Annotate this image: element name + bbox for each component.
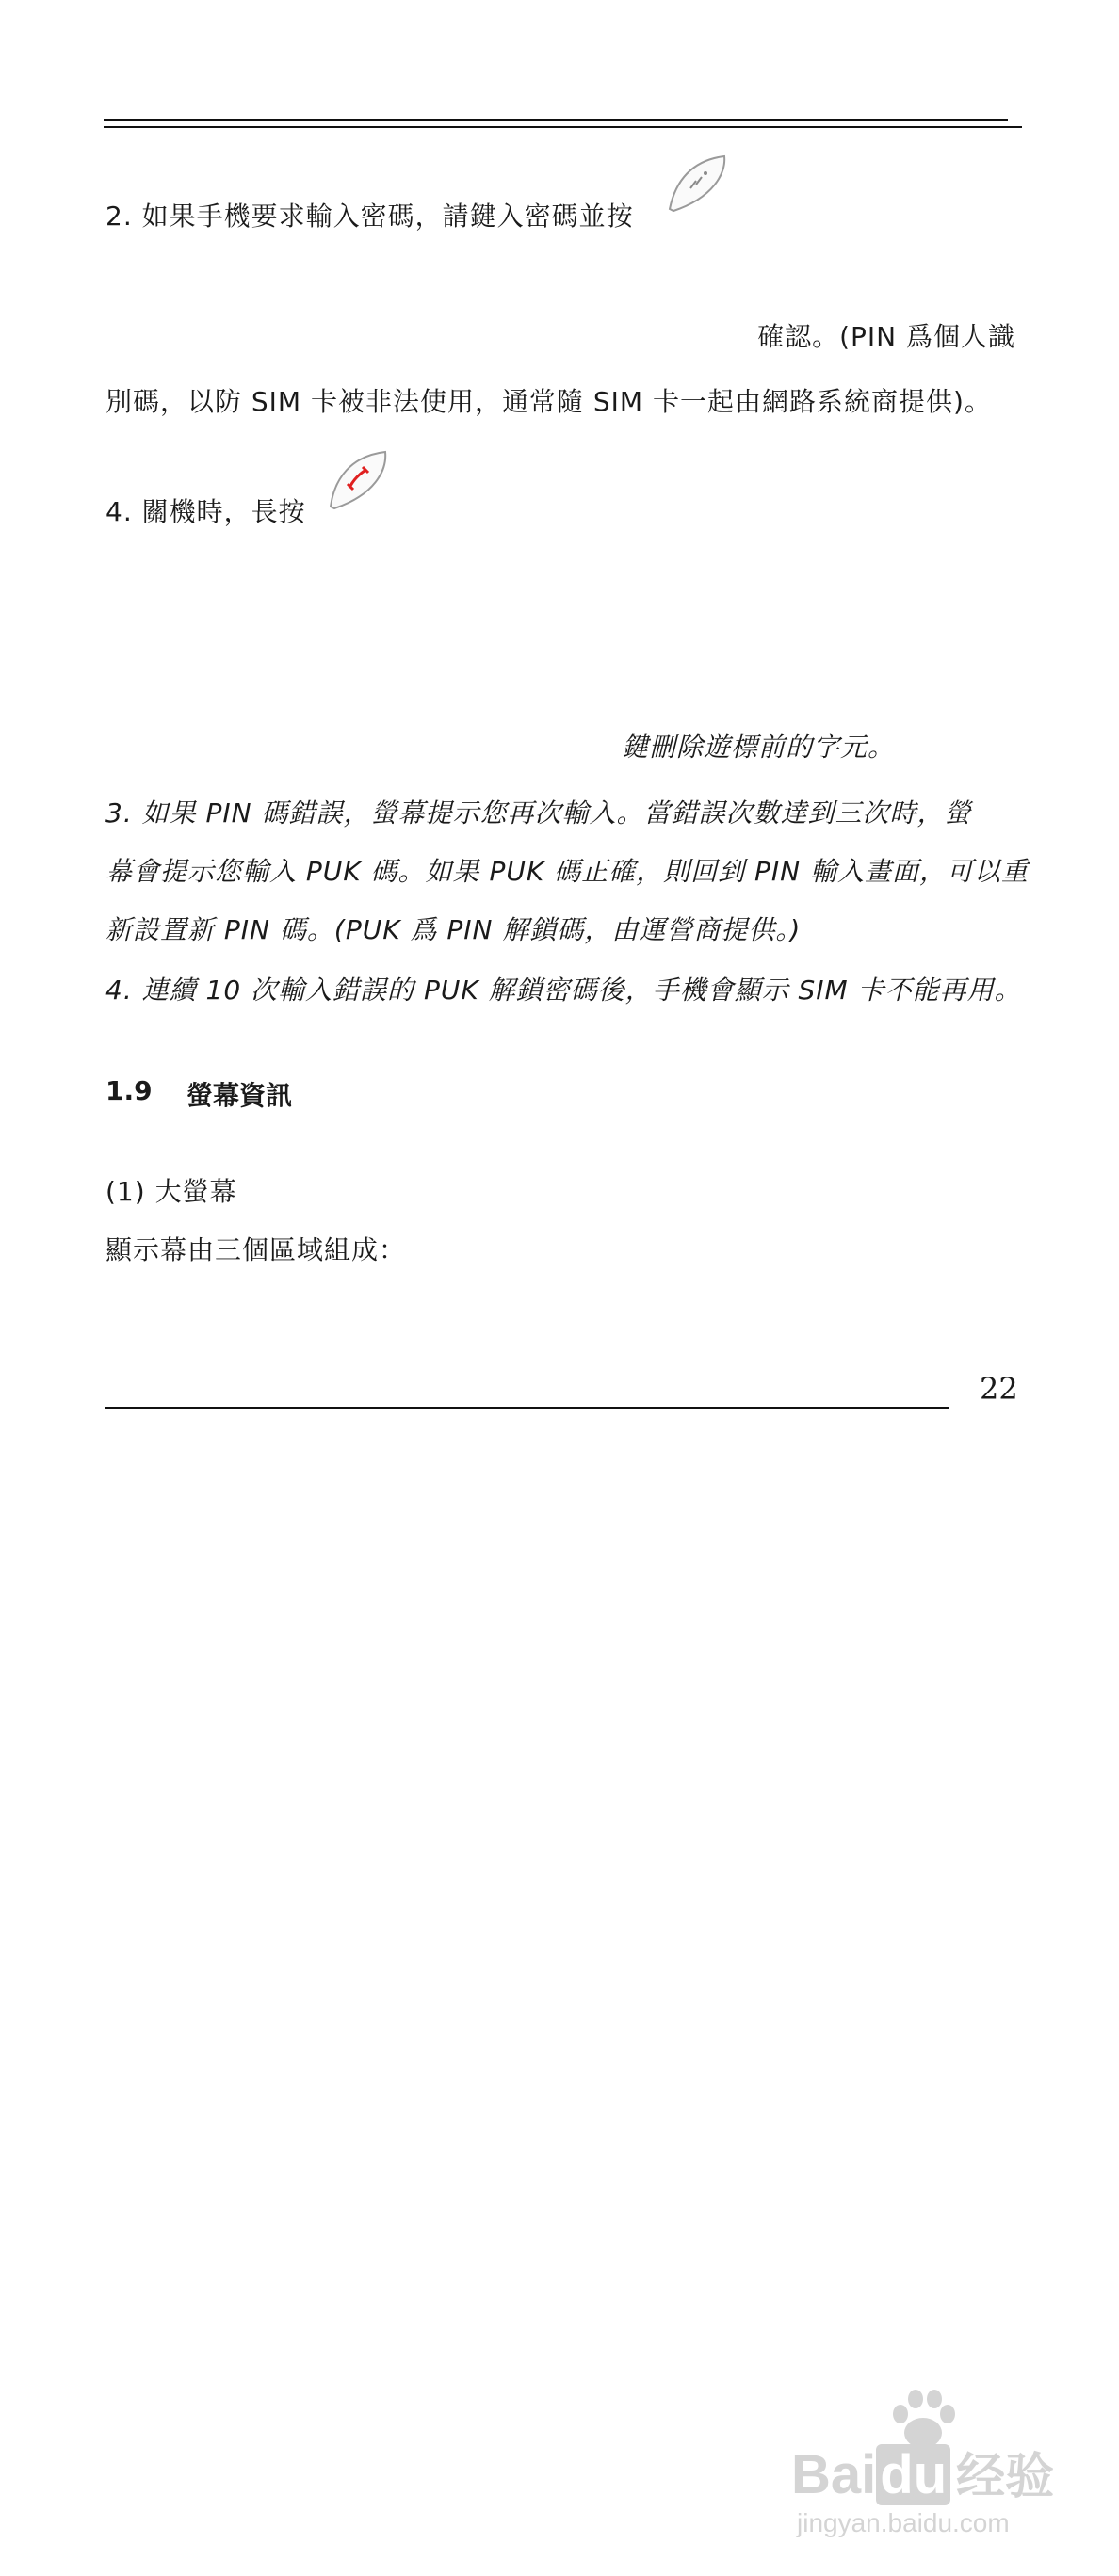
call-key-icon [664,153,732,215]
watermark-suffix: 经验 [956,2450,1055,2504]
pin-error-line-1: 3. 如果 PIN 碼錯誤，螢幕提示您再次輸入。當錯誤次數達到三次時，螢 [105,797,972,829]
watermark-brand-2: du [876,2444,950,2505]
display-description: 顯示幕由三個區域組成： [105,1234,407,1265]
step2-suffix: 確認。(PIN 爲個人識 [757,321,1015,352]
header-rule-thick [104,119,1008,121]
section-title: 螢幕資訊 [186,1080,293,1111]
watermark-brand: Bai [791,2444,877,2505]
pin-error-line-4: 4. 連續 10 次輸入錯誤的 PUK 解鎖密碼後，手機會顯示 SIM 卡不能再用。 [105,974,1022,1006]
baidu-watermark [791,2388,1055,2548]
section-number: 1.9 [105,1075,153,1106]
watermark-url: jingyan.baidu.com [797,2508,1010,2537]
pin-error-line-2: 幕會提示您輸入 PUK 碼。如果 PUK 碼正確，則回到 PIN 輸入畫面，可以重 [105,856,1029,887]
footer-rule [105,1407,949,1409]
pin-error-line-3: 新設置新 PIN 碼。(PUK 爲 PIN 解鎖碼，由運營商提供。) [105,914,802,945]
step2-continuation: 別碼，以防 SIM 卡被非法使用，通常隨 SIM 卡一起由網路系統商提供)。 [105,386,992,417]
header-rule-thin [104,126,1022,128]
page-number: 22 [980,1371,1018,1407]
end-key-icon [325,446,391,512]
delete-note: 鍵刪除遊標前的字元。 [622,732,896,763]
step4-power-off: 4. 關機時，長按 [105,496,306,527]
step2-prefix: 2. 如果手機要求輸入密碼，請鍵入密碼並按 [105,201,634,232]
subsection-title: (1) 大螢幕 [105,1176,237,1207]
